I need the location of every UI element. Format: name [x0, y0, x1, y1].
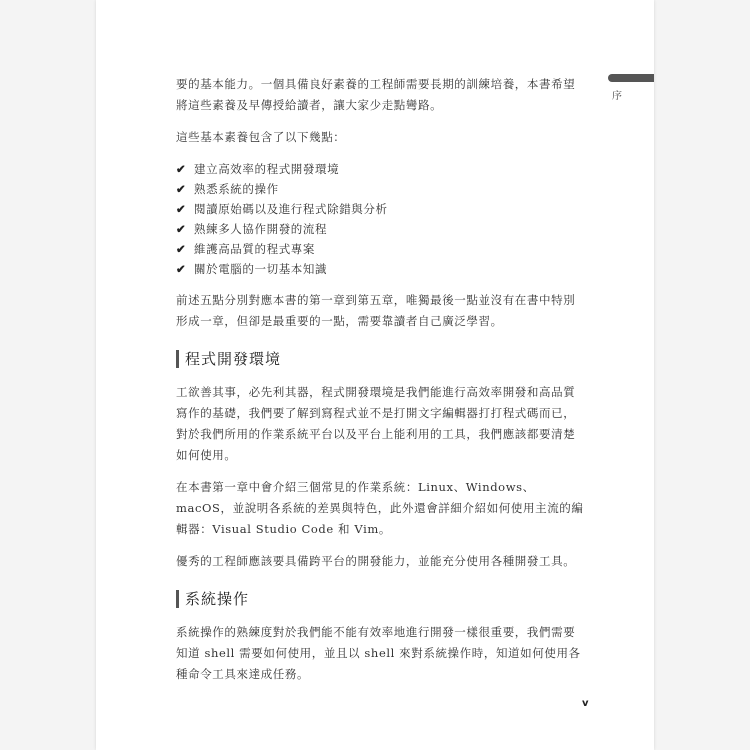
section-heading-system-operation: 系統操作: [176, 590, 586, 608]
list-item-text: 關於電腦的一切基本知識: [194, 262, 328, 276]
list-item: [176, 219, 586, 239]
list-item: [176, 179, 586, 199]
list-item-text: 閱讀原始碼以及進行程式除錯與分析: [194, 202, 388, 216]
check-icon: ✔: [176, 202, 187, 216]
section2-paragraph-1: 系統操作的熟練度對於我們能不能有效率地進行開發一樣很重要，我們需要知道 shell 需要如何使用，並且以 shell 來對系統操作時，知道如何使用各種命令工具來達成任務。: [176, 625, 581, 681]
list-item-text: 熟悉系統的操作: [194, 182, 279, 196]
check-icon: ✔: [176, 242, 187, 256]
check-icon: ✔: [176, 222, 187, 236]
section1-paragraph-1: 工欲善其事，必先利其器，程式開發環境是我們能進行高效率開發和高品質寫作的基礎，我們要了解到寫程式並不是打開文字編輯器打打程式碼而已，對於我們所用的作業系統平台以及平台上能利用的工具，我們應該都要清楚如何使用。: [176, 385, 576, 462]
list-item: [176, 259, 586, 279]
list-item-text: 建立高效率的程式開發環境: [194, 162, 340, 176]
page-number: v: [582, 698, 589, 709]
section1-paragraph-3: 優秀的工程師應該要具備跨平台的開發能力，並能充分使用各種開發工具。: [176, 554, 576, 568]
list-item: [176, 159, 586, 179]
check-icon: ✔: [176, 162, 187, 176]
check-icon: ✔: [176, 182, 187, 196]
chapter-tab: [608, 74, 654, 82]
page-content: [176, 74, 586, 696]
list-item: [176, 199, 586, 219]
list-item-text: 熟練多人協作開發的流程: [194, 222, 328, 236]
intro-paragraph-2: 這些基本素養包含了以下幾點：: [176, 130, 346, 144]
list-item: [176, 239, 586, 259]
list-item-text: 維護高品質的程式專案: [194, 242, 315, 256]
chapter-tab-label: 序: [612, 91, 622, 102]
check-icon: ✔: [176, 262, 187, 276]
summary-paragraph: 前述五點分別對應本書的第一章到第五章，唯獨最後一點並沒有在書中特別形成一章，但卻是最重要的一點，需要靠讀者自己廣泛學習。: [176, 293, 576, 328]
section-heading-dev-environment: 程式開發環境: [176, 350, 586, 368]
intro-paragraph-1: 要的基本能力。一個具備良好素養的工程師需要長期的訓練培養，本書希望將這些素養及早傳授給讀者，讓大家少走點彎路。: [176, 77, 576, 112]
section1-paragraph-2: 在本書第一章中會介紹三個常見的作業系統：Linux、Windows、macOS，並說明各系統的差異與特色，此外還會詳細介紹如何使用主流的編輯器：Visual Studio Code 和 Vim。: [176, 480, 584, 536]
skills-checklist: [176, 159, 586, 279]
